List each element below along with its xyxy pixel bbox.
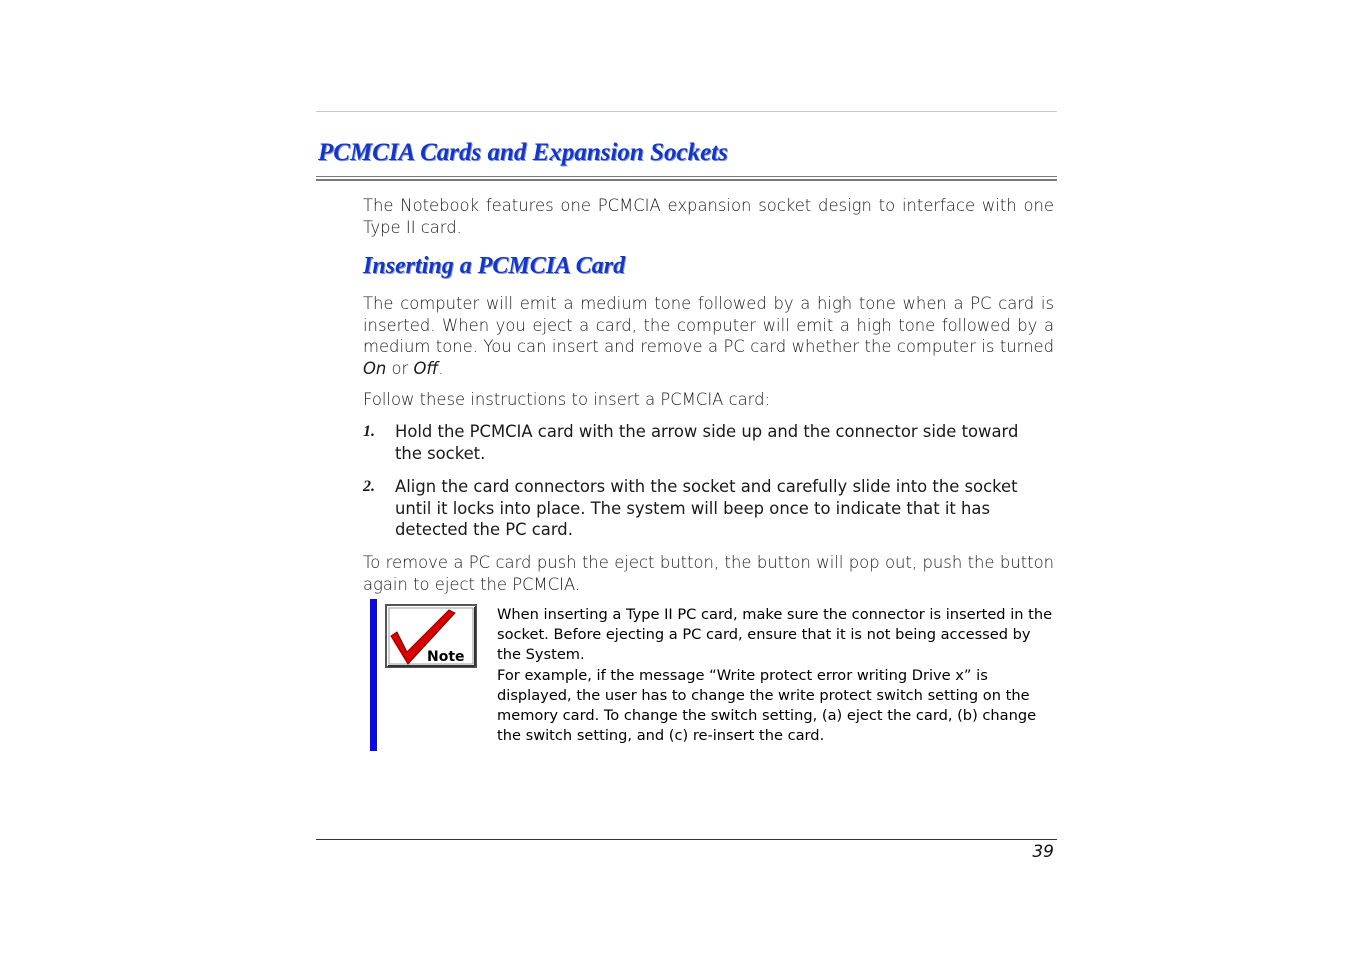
bottom-rule bbox=[316, 839, 1057, 840]
step-text: Hold the PCMCIA card with the arrow side up and the connector side toward the socket. bbox=[395, 422, 1019, 463]
note-checkmark-icon bbox=[385, 604, 477, 668]
section-heading: Inserting a PCMCIA Card bbox=[363, 253, 626, 279]
step-number: 2. bbox=[363, 478, 375, 495]
or-word: or bbox=[386, 358, 414, 378]
intro-paragraph: The Notebook features one PCMCIA expansion socket design to interface with one Type II card. bbox=[363, 196, 1054, 237]
page-title: PCMCIA Cards and Expansion Sockets bbox=[318, 139, 728, 166]
step-item bbox=[363, 421, 1054, 464]
step-text: Align the card connectors with the socket and carefully slide into the socket until it locks into place. The system will beep once to indicate that it has detected the PC card. bbox=[395, 477, 1018, 539]
page-number: 39 bbox=[1032, 842, 1054, 862]
note-line-2: For example, if the message “Write protect error writing Drive x” is displayed, the user has to change the write protect switch setting on the memory card. To change the switch setting, (a) eject the card, (b) change the switch setting, and (c) re-insert the card. bbox=[497, 666, 1037, 745]
tone-text: The computer will emit a medium tone followed by a high tone when a PC card is inserted. When you eject a card, the computer will emit a high tone followed by a medium tone. You can insert and remove a PC card whether the computer is turned bbox=[363, 294, 1054, 356]
title-rule-thin bbox=[316, 176, 1057, 177]
note-side-bar bbox=[370, 599, 377, 751]
period: . bbox=[438, 358, 444, 378]
note-line-1: When inserting a Type II PC card, make sure the connector is inserted in the socket. Before ejecting a PC card, ensure that it is not being accessed by the System. bbox=[497, 606, 1053, 664]
on-word: On bbox=[363, 358, 387, 378]
off-word: Off bbox=[413, 358, 439, 378]
remove-paragraph: To remove a PC card push the eject button, the button will pop out, push the button again to eject the PCMCIA. bbox=[363, 553, 1054, 594]
note-text bbox=[497, 605, 1057, 746]
tone-paragraph bbox=[363, 293, 1054, 379]
title-rule-thick bbox=[316, 179, 1057, 181]
step-item bbox=[363, 476, 1054, 541]
step-number: 1. bbox=[363, 423, 375, 440]
note-icon-label: Note bbox=[427, 649, 465, 665]
instructions-lead: Follow these instructions to insert a PCMCIA card: bbox=[363, 390, 771, 409]
top-rule bbox=[316, 111, 1057, 112]
